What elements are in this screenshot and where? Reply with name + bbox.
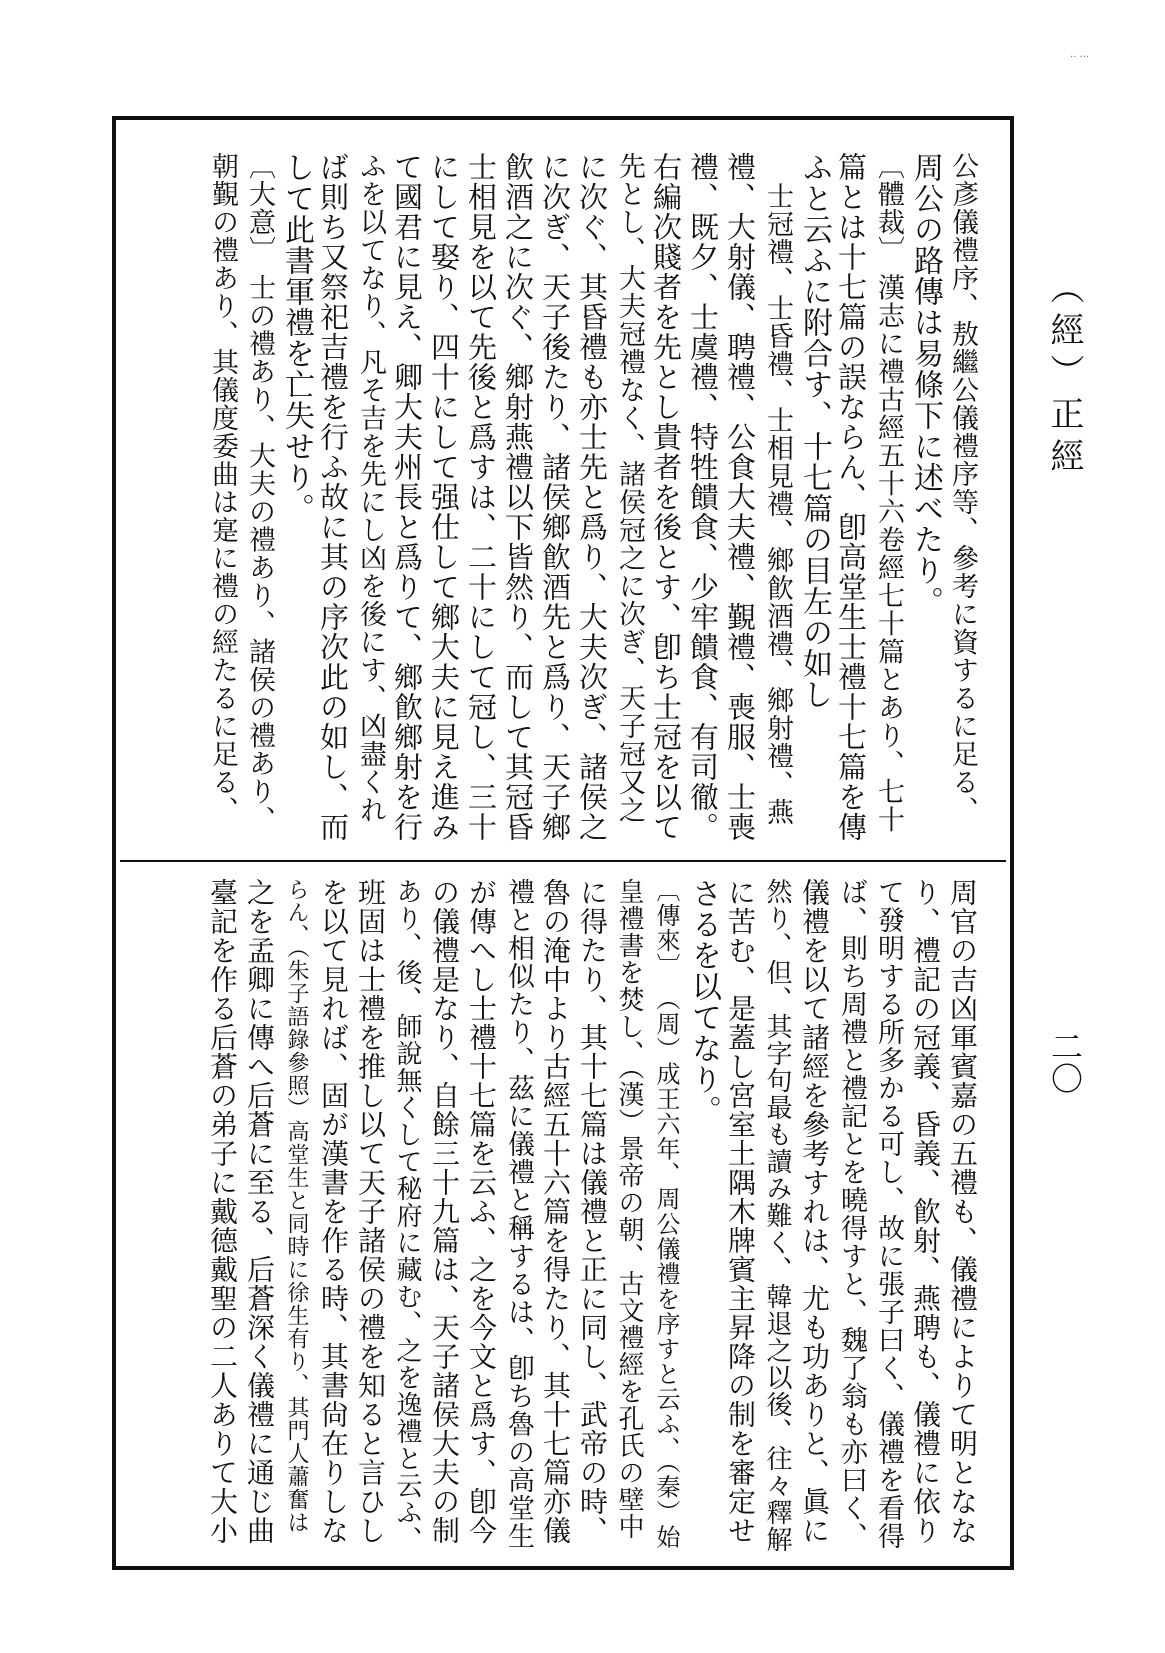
section-header: （經）正經: [1044, 270, 1084, 480]
text-column: ば則ち又祭祀吉禮を行ふ故に其の序次此の如し、而: [316, 152, 350, 842]
text-column: 先とし、大夫冠禮なく、諸侯冠之に次ぎ、天子冠又之: [614, 152, 645, 824]
text-column: 右編次賤者を先とし貴者を後とす、卽ち士冠を以て: [649, 152, 683, 842]
text-column: 禮、既夕、士虞禮、特牲饋食、少牢饋食、有司徹。: [686, 152, 720, 842]
text-column: 朝覲の禮あり、其儀度委曲は寔に禮の經たるに足る、: [207, 152, 238, 824]
text-column: に得たり、其十七篇は儀禮と正に同し、武帝の時、: [576, 878, 609, 1545]
text-column: 然り、但、其字句最も讀み難く、韓退之以後、往々釋解: [762, 878, 792, 1553]
text-column: り、禮記の冠義、昏義、飮射、燕聘も、儀禮に依り: [909, 878, 942, 1545]
text-column: に苦む、是蓋し宮室土隅木牌賓主昇降の制を審定せ: [724, 878, 757, 1545]
text-column: 飮酒之に次ぐ、鄉射燕禮以下皆然り、而して其冠昏: [501, 152, 535, 842]
text-column: 公彥儀禮序、敖繼公儀禮序等、參考に資するに足る、: [947, 152, 978, 824]
text-column: 禮と相似たり、茲に儀禮と稱するは、卽ち魯の高堂生: [503, 878, 534, 1550]
text-column: て國君に見え、卿大夫州長と爲りて、鄉飮鄉射を行: [390, 152, 424, 842]
text-column: の儀禮是なり、自餘三十九篇は、天子諸侯大夫の制: [428, 878, 461, 1545]
text-column: ふを以てなり、凡そ吉を先にし凶を後にす、凶盡くれ: [355, 152, 386, 824]
text-column: 士相見を以て先後と爲すは、二十にして冠し、三十: [464, 152, 498, 842]
text-column: ば、則ち周禮と禮記とを曉得すと、魏了翁も亦曰く、: [836, 878, 867, 1550]
text-column: 臺記を作る后蒼の弟子に戴德戴聖の二人ありて大小: [206, 878, 239, 1545]
text-column: 周公の路傳は易條下に述べたり。: [908, 152, 943, 617]
corner-mark: ·· ···: [1070, 52, 1090, 63]
text-column: 〔體裁〕 漢志に禮古經五十六卷經七十篇とあり、七十: [873, 152, 904, 834]
text-column: に次ぐ、其昏禮も亦士先と爲り、大夫次ぎ、諸侯之: [575, 152, 609, 842]
text-column: 篇とは十七篇の誤ならん、卽高堂生士禮十七篇を傳: [834, 152, 868, 842]
text-column: 禮、大射儀、聘禮、公食大夫禮、覲禮、喪服、士喪: [723, 152, 757, 842]
text-column: あり、後、師說無くして秘府に藏む、之を逸禮と云ふ、: [392, 878, 422, 1553]
text-column: 之を孟卿に傳へ后蒼に至る、后蒼深く儀禮に通じ曲: [243, 878, 276, 1545]
text-column: 班固は士禮を推し以て天子諸侯の禮を知ると言ひし: [354, 878, 387, 1545]
text-column: 周官の吉凶軍賓嘉の五禮も、儀禮によりて明となな: [946, 878, 979, 1545]
text-column: 〔大意〕 士の禮あり、大夫の禮あり、諸侯の禮あり、: [244, 152, 275, 834]
text-column: が傳へし士禮十七篇を云ふ、之を今文と爲す、卽今: [465, 878, 498, 1545]
horizontal-divider: [120, 860, 1006, 862]
text-column: 〔傳來〕 （周）成王六年、周公儀禮を序すと云ふ、（秦）始: [652, 878, 680, 1550]
text-column: 儀禮を以て諸經を參考すれは、尤も功ありと、眞に: [798, 878, 831, 1545]
text-column: して此書軍禮を亡失せり。: [279, 152, 314, 524]
text-column: を以て見れば、固が漢書を作る時、其書尙在りしな: [317, 878, 350, 1545]
text-column: ふと云ふに附合す、十七篇の目左の如し: [797, 152, 832, 710]
text-column: さるを以てなり。: [686, 878, 721, 1126]
text-column: に次ぎ、天子後たり、諸侯鄉飮酒先と爲り、天子鄉: [538, 152, 572, 842]
text-column: て發明する所多かる可し、故に張子曰く、儀禮を看得: [873, 878, 904, 1550]
text-column: 士冠禮、士昏禮、士相見禮、鄉飮酒禮、鄉射禮、燕: [762, 182, 793, 826]
text-column: にして娶り、四十にして强仕して鄉大夫に見え進み: [427, 152, 461, 842]
page-number: 二〇: [1046, 1030, 1084, 1094]
text-column: らん、（朱子語錄參照）高堂生と同時に徐生有り、其門人蕭奮は: [284, 878, 309, 1534]
text-column: 皇禮書を焚し、（漢）景帝の朝、古文禮經を孔氏の壁中: [614, 878, 644, 1540]
text-column: 魯の淹中より古經五十六篇を得たり、其十七篇亦儀: [539, 878, 572, 1545]
